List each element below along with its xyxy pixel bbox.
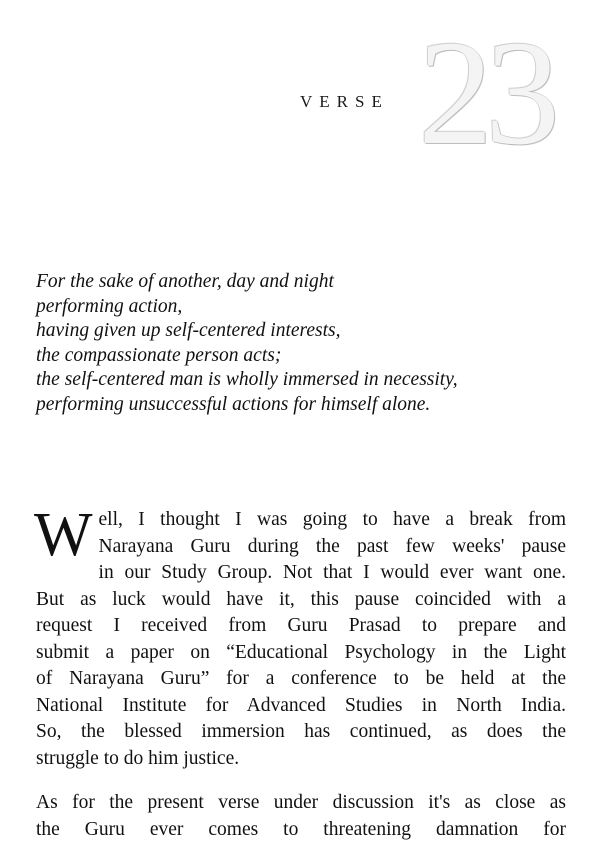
verse-number: 23 <box>418 10 552 176</box>
text-line: But as luck would have it, this pause coincided with a <box>36 588 566 610</box>
verse-line: having given up self-centered interests, <box>36 320 341 341</box>
verse-line: the self-centered man is wholly immersed in necessity, <box>36 369 458 390</box>
verse-line: performing unsuccessful actions for himself alone. <box>36 393 431 415</box>
verse-line: the compassionate person acts; <box>36 344 282 366</box>
commentary-paragraph <box>36 790 566 843</box>
text-line: ell, I thought I was going to have a break from <box>98 509 566 530</box>
verse-line: performing action, <box>36 295 183 317</box>
text-line: submit a paper on “Educational Psychology in the Light <box>36 641 566 663</box>
text-line: Narayana Guru during the past few weeks' pause <box>98 535 566 557</box>
text-line: As for the present verse under discussion it's as close as <box>36 792 566 813</box>
text-line: So, the blessed immersion has continued, as does the <box>36 721 566 742</box>
text-line: the Guru ever comes to threatening damnation for <box>36 818 566 840</box>
text-line: struggle to do him justice. <box>36 747 240 769</box>
text-line: request I received from Guru Prasad to prepare and <box>36 615 566 636</box>
text-line: in our Study Group. Not that I would ever want one. <box>98 562 566 583</box>
commentary <box>34 501 566 843</box>
verse-text <box>36 270 576 417</box>
commentary-paragraph <box>34 501 566 772</box>
drop-cap: W <box>34 501 93 569</box>
verse-label: VERSE <box>300 92 389 111</box>
verse-line: For the sake of another, day and night <box>36 271 334 292</box>
text-line: National Institute for Advanced Studies in North India. <box>36 694 566 716</box>
text-line: of Narayana Guru” for a conference to be held at the <box>36 668 566 689</box>
chapter-heading <box>300 10 590 176</box>
